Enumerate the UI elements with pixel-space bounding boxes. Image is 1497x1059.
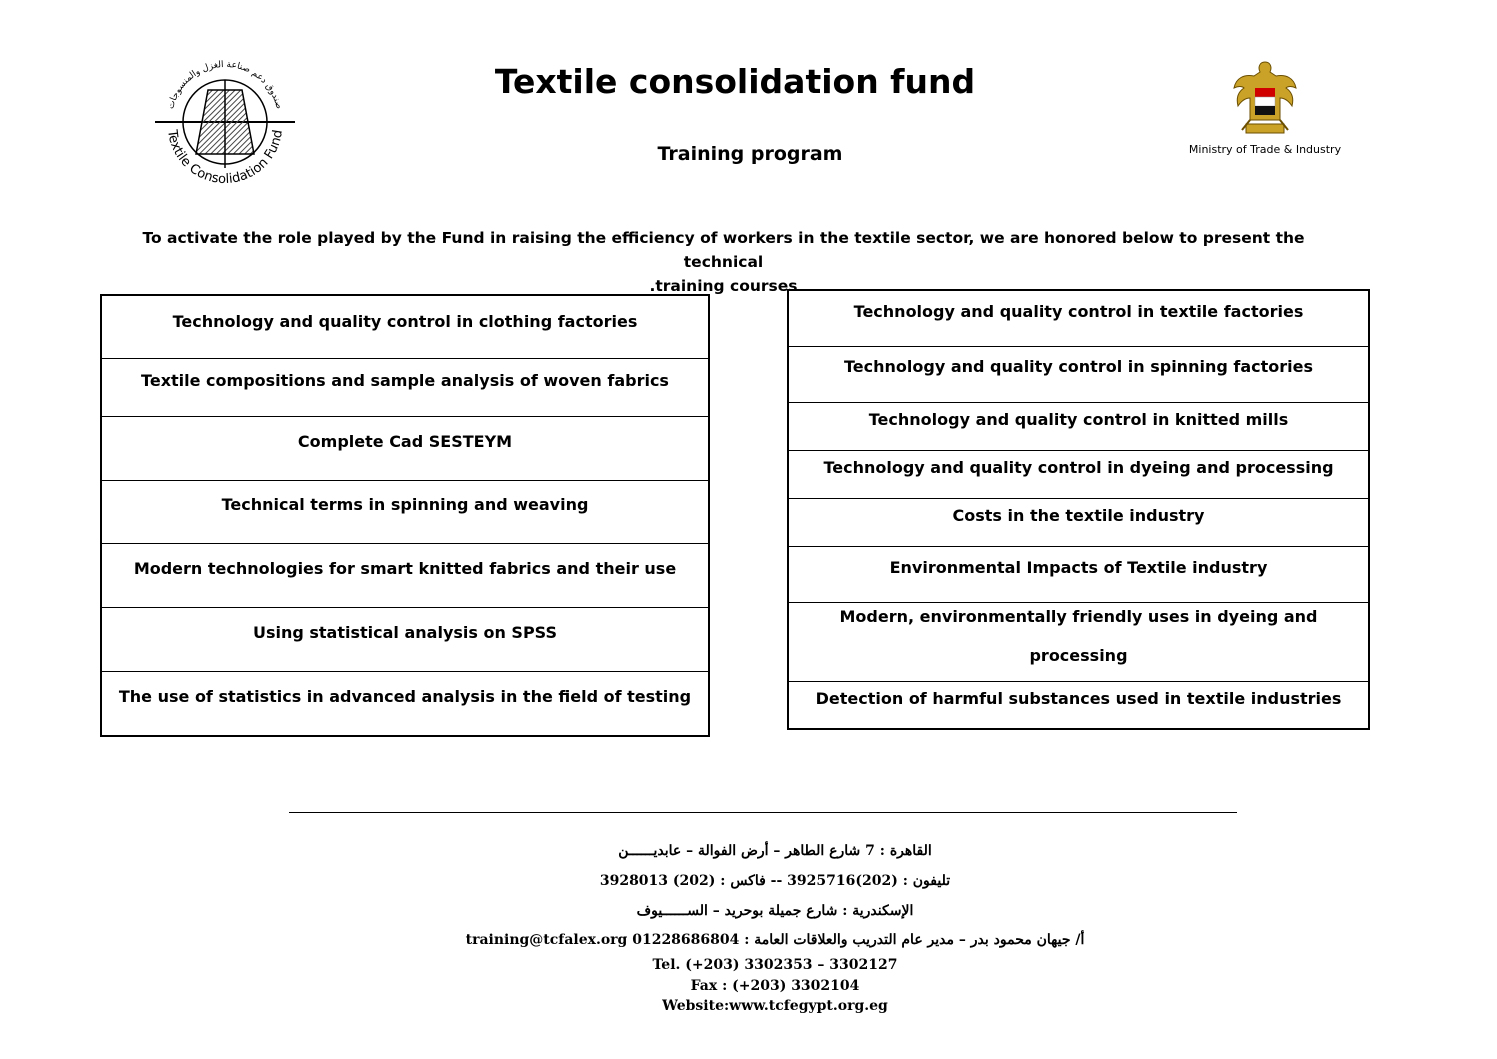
course-label: Using statistical analysis on SPSS [252,623,558,642]
textile-consolidation-fund-logo [150,50,300,190]
table-row [102,359,708,417]
course-label: The use of statistics in advanced analysis in the field of testing [118,687,692,706]
courses-table-left [100,294,710,737]
table-row [102,672,708,735]
table-row [789,499,1368,547]
egypt-eagle-emblem-icon [1232,58,1298,140]
page-subtitle: Training program [657,143,843,165]
table-row [789,347,1368,403]
table-row [789,603,1368,682]
footer-website: Website:www.tcfegypt.org.eg [662,998,888,1014]
course-label: Technology and quality control in knitted mills [868,410,1289,429]
table-row [789,451,1368,499]
footer-tel: Tel. (+203) 3302353 – 3302127 [652,957,898,973]
table-row [102,608,708,672]
footer-cairo-address: القاهرة : 7 شارع الطاهر – أرض الفوالة – عابديــــــن [618,843,932,859]
page-title: Textile consolidation fund [494,62,976,101]
footer-cairo-phone-fax: تليفون : (202)3925716 -- فاكس : (202) 3928013 [599,873,951,889]
course-label: Costs in the textile industry [952,506,1205,525]
table-row [102,417,708,481]
course-label: Detection of harmful substances used in textile industries [815,689,1342,708]
footer-divider [289,812,1237,813]
courses-table-right [787,289,1370,730]
table-row [102,481,708,544]
table-row [102,296,708,359]
logo-arabic-text: صندوق دعم صناعة الغزل والمنسوجات [166,59,284,111]
course-label: Environmental Impacts of Textile industry [889,558,1268,577]
footer-contact: أ/ جيهان محمود بدر – مدير عام التدريب والعلاقات العامة : 01228686804 training@tcfalex.org [465,932,1085,948]
table-row [789,547,1368,603]
intro-line-1: To activate the role played by the Fund in raising the efficiency of workers in the textile sector, we are honored below to present the technical [142,229,1305,271]
course-label: Technology and quality control in textile factories [853,302,1304,321]
footer-fax: Fax : (+203) 3302104 [690,978,860,994]
course-label: Complete Cad SESTEYM [297,432,513,451]
table-row [789,403,1368,451]
table-row [789,291,1368,347]
table-row [789,682,1368,730]
course-label: Textile compositions and sample analysis of woven fabrics [141,371,669,390]
course-label: Technology and quality control in clothing factories [172,312,638,331]
course-label: Modern technologies for smart knitted fabrics and their use [133,559,677,578]
ministry-caption: Ministry of Trade & Industry [1188,143,1342,156]
intro-paragraph [140,226,1307,298]
course-label: Modern, environmentally friendly uses in dyeing and [839,607,1318,626]
course-label: Technology and quality control in dyeing and processing [823,458,1334,477]
intro-line-2: .training courses [649,277,798,295]
footer-alex-address: الإسكندرية : شارع جميلة بوحريد – الســــــيوف [636,903,914,919]
course-label: Technical terms in spinning and weaving [221,495,589,514]
table-row [102,544,708,608]
logo-ring-text: Textile Consolidation Fund [164,128,286,188]
course-label-continued: processing [1029,646,1128,665]
course-label: Technology and quality control in spinning factories [844,357,1313,376]
